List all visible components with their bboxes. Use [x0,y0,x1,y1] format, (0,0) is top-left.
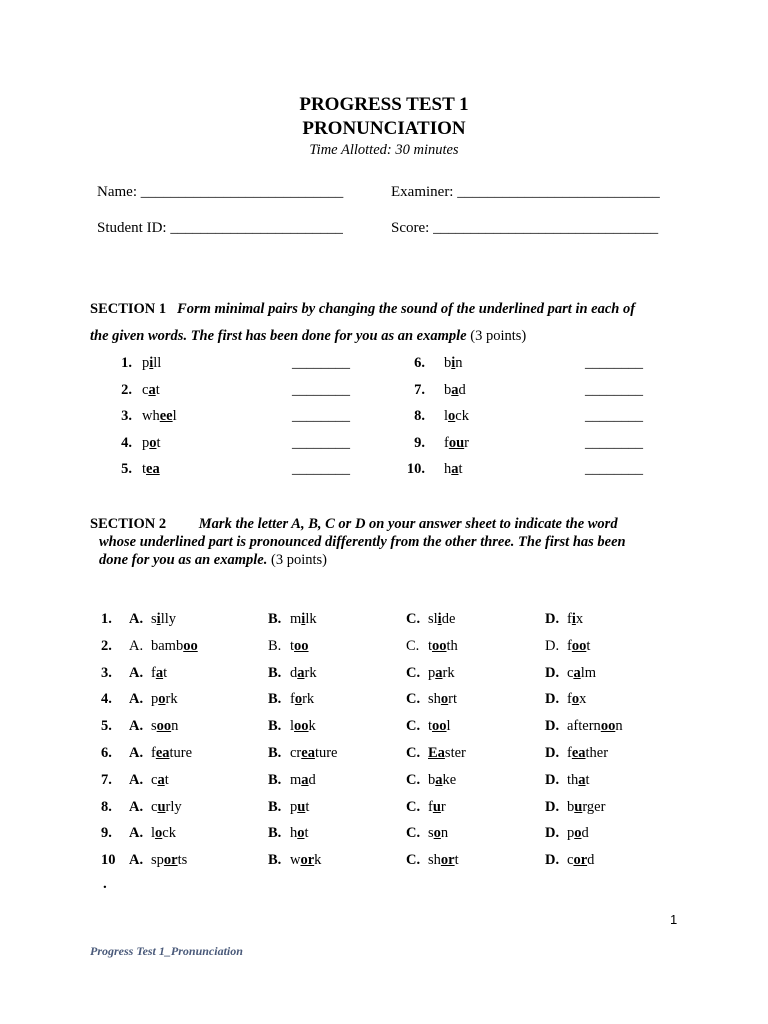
word-text: fat [151,664,168,681]
answer-blank: ________ [585,408,643,424]
underlined-sound: or [300,852,315,869]
option-word [428,852,459,872]
word-text: hat [444,461,463,477]
underlined-sound: or [440,852,455,869]
underlined-sound: o [158,691,166,708]
option-letter: A. [129,718,144,735]
answer-blank: ________ [292,434,350,451]
option-letter: C. [406,718,421,735]
underlined-sound: a [148,381,156,398]
underlined-sound: oo [294,718,309,735]
word-text: too [290,637,309,654]
underlined-sound: o [440,691,449,708]
option-word [151,665,167,685]
underlined-sound: a [157,771,165,788]
option-word [151,799,182,819]
option-word [567,852,594,872]
option-word [151,772,169,792]
name-field: Name: ___________________________ [97,184,344,200]
underlined-sound: i [149,355,154,371]
option-word [290,772,316,792]
section1-label: SECTION 1 [90,301,167,317]
word-text: tea [142,461,160,477]
underlined-sound: a [451,381,459,398]
question-number: 4. [101,691,112,708]
page-number: 1 [670,912,678,927]
option-word [567,745,608,765]
word-text: milk [290,611,317,627]
option-word [567,611,583,631]
underlined-sound: Ea [428,745,445,761]
item-word [142,355,161,372]
word-text: fur [428,798,446,815]
word-text: put [290,798,310,815]
word-text: short [428,852,459,869]
question-number: 9. [101,825,112,842]
item-word [444,461,463,478]
underlined-sound: o [574,825,582,842]
answer-blank: ________ [292,461,350,477]
option-word [567,665,596,685]
option-letter: C. [406,611,421,627]
option-word [567,638,590,658]
underlined-sound: or [573,852,588,869]
item-number: 4. [121,434,132,451]
option-word [567,772,590,792]
item-number: 6. [414,355,425,371]
word-text: pod [567,825,589,842]
underlined-sound: oo [156,718,172,735]
word-text: curly [151,798,182,815]
word-text: Easter [428,745,466,761]
word-text: mad [290,771,316,788]
section1-instruction-line2 [90,328,526,345]
word-text: cord [567,852,595,869]
word-text: creature [290,745,338,761]
option-word [290,691,314,711]
option-letter: C. [406,691,421,708]
word-text: foot [567,637,591,654]
underlined-sound: a [155,664,164,681]
option-letter: D. [545,771,560,788]
footer-text: Progress Test 1_Pronunciation [90,944,243,958]
word-text: soon [151,718,179,735]
option-word [290,852,321,872]
option-word [290,638,309,658]
underlined-sound: a [435,771,443,788]
option-word [428,611,455,631]
option-letter: B. [268,798,282,815]
word-text: pork [151,691,178,708]
option-word [428,799,446,819]
word-text: bake [428,771,457,788]
option-letter: C. [406,798,421,815]
option-letter: A. [129,664,144,681]
item-word [444,435,469,452]
underlined-sound: ea [155,745,170,761]
option-letter: A. [129,798,144,815]
option-word [290,825,309,845]
word-text: look [290,718,316,735]
option-word [428,825,448,845]
word-text: park [428,664,455,681]
word-text: fox [567,691,587,708]
underlined-sound: o [448,408,456,424]
word-text: slide [428,611,456,627]
section2-label: SECTION 2 [90,516,167,532]
option-letter: C. [406,852,421,869]
option-word [428,718,451,738]
option-word [428,638,458,658]
word-text: wheel [142,408,177,424]
underlined-sound: a [573,664,581,681]
underlined-sound: a [578,771,586,788]
answer-blank: ________ [292,408,350,424]
underlined-sound: o [149,434,157,451]
word-text: bamboo [151,637,198,654]
test-subject: PRONUNCIATION [302,118,466,139]
option-letter: A. [129,771,144,788]
question-number: 8. [101,798,112,815]
underlined-sound: a [297,664,305,681]
answer-blank: ________ [292,355,350,371]
underlined-sound: or [163,852,178,869]
option-letter: B. [268,745,282,761]
option-word [567,718,623,738]
word-text: pill [142,355,162,371]
section2-instruction-line1: SECTION 2 Mark the letter A, B, C or D on your answer sheet to indicate the word [90,516,618,532]
option-letter: B. [268,771,282,788]
underlined-sound: ea [146,461,160,477]
underlined-sound: ea [301,745,315,761]
answer-blank: ________ [585,434,643,451]
word-text: tool [428,718,451,735]
option-letter: B. [268,718,282,735]
option-letter: D. [545,718,560,735]
item-word [142,461,160,478]
option-letter: D. [545,691,560,708]
word-text: hot [290,825,309,842]
question-number: 6. [101,745,112,761]
underlined-sound: i [301,611,306,627]
answer-blank: ________ [585,461,643,477]
answer-blank: ________ [292,381,350,398]
option-word [567,799,605,819]
option-letter: C. [406,664,421,681]
underlined-sound: i [451,355,456,371]
item-number: 8. [414,408,425,424]
word-text: cat [151,771,169,788]
option-letter: B. [268,664,282,681]
examiner-field: Examiner: ___________________________ [391,184,660,200]
word-text: sports [151,852,188,869]
underlined-sound: u [297,798,306,815]
section2-instructions [90,515,676,569]
underlined-sound: o [571,691,580,708]
underlined-sound: a [435,664,443,681]
question-number: 1. [101,611,112,627]
option-letter: D. [545,745,560,761]
option-letter: A. [129,825,144,842]
section1-instruction-part2: the given words. The first has been done for you as an example [90,328,467,344]
underlined-sound: u [157,798,166,815]
item-number: 5. [121,461,132,477]
question-number: 10 [101,852,116,869]
underlined-sound: oo [294,637,309,654]
option-letter: B. [268,691,282,708]
option-letter: B. [268,852,282,869]
word-text: pot [142,434,161,451]
underlined-sound: a [301,771,309,788]
item-word [444,408,469,425]
underlined-sound: o [433,825,441,842]
underlined-sound: oo [432,718,447,735]
option-letter: B. [268,825,282,842]
word-text: feature [151,745,193,761]
item-word [444,382,466,399]
word-text: cat [142,381,160,398]
word-text: afternoon [567,718,623,735]
option-letter: D. [545,825,560,842]
section1-points: (3 points) [470,328,527,344]
question-number: 7. [101,771,112,788]
underlined-sound: ou [448,434,465,451]
word-text: lock [444,408,469,424]
option-letter: A. [129,637,144,654]
word-text: dark [290,664,317,681]
question-number: 3. [101,664,112,681]
underlined-sound: ee [159,408,173,424]
option-word [151,852,187,872]
option-letter: A. [129,852,144,869]
underlined-sound: u [432,798,441,815]
option-word [151,745,192,765]
word-text: calm [567,664,596,681]
item-number: 2. [121,381,132,398]
option-word [290,745,338,765]
option-word [290,718,316,738]
item-number: 9. [414,434,425,451]
option-letter: D. [545,852,560,869]
underlined-sound: u [574,798,583,815]
underlined-sound: ea [571,745,586,761]
word-text: bin [444,355,463,371]
word-text: lock [151,825,176,842]
item-word [444,355,463,372]
option-word [151,611,176,631]
word-text: tooth [428,637,458,654]
option-letter: D. [545,637,560,654]
question-number: 5. [101,718,112,735]
section2-instruction-line2: whose underlined part is pronounced differently from the other three. The first has been [99,534,626,550]
option-word [428,772,456,792]
word-text: that [567,771,590,788]
item-word [142,382,160,399]
option-letter: D. [545,798,560,815]
underlined-sound: oo [432,637,447,654]
option-letter: B. [268,637,282,654]
option-word [567,825,589,845]
option-letter: D. [545,611,560,627]
option-letter: C. [406,745,421,761]
word-text: burger [567,798,606,815]
underlined-sound: o [155,825,163,842]
time-allotted: Time Allotted: 30 minutes [309,142,459,158]
word-text: work [290,852,322,869]
word-text: son [428,825,449,842]
option-word [290,611,317,631]
item-word [142,408,177,425]
word-text: bad [444,381,466,398]
item-number: 1. [121,355,132,371]
item-number: 7. [414,381,425,398]
underlined-sound: i [571,611,576,627]
item-number: 3. [121,408,132,424]
item-number: 10. [406,461,425,477]
answer-blank: ________ [585,381,643,398]
option-word [290,799,309,819]
option-word [428,665,455,685]
section2-instruction-line3: done for you as an example. (3 points) [99,552,327,568]
word-text: silly [151,611,176,627]
word-text: feather [567,745,609,761]
underlined-sound: o [294,691,303,708]
student-id-field: Student ID: _______________________ [97,220,343,236]
underlined-sound: oo [600,718,616,735]
option-word [290,665,317,685]
underlined-sound: i [437,611,442,627]
option-word [151,638,198,658]
underlined-sound: oo [183,637,198,654]
option-letter: A. [129,611,144,627]
section1-instruction-line1 [90,301,635,318]
option-word [428,745,466,765]
underlined-sound: a [451,461,459,477]
test-title: PROGRESS TEST 1 [299,94,469,115]
word-text: fork [290,691,315,708]
option-letter: C. [406,771,421,788]
answer-blank: ________ [585,355,643,371]
option-word [567,691,586,711]
question-number: 2. [101,637,112,654]
trailing-dot: . [103,876,107,892]
word-text: four [444,434,470,451]
score-field: Score: ______________________________ [391,220,659,236]
option-word [151,691,178,711]
option-word [151,718,178,738]
option-letter: C. [406,637,420,654]
option-letter: A. [129,745,144,761]
section1-instruction-part1: Form minimal pairs by changing the sound of the underlined part in each of [177,301,636,317]
word-text: short [428,691,458,708]
option-word [151,825,176,845]
underlined-sound: oo [571,637,587,654]
option-word [428,691,457,711]
item-word [142,435,161,452]
underlined-sound: o [297,825,305,842]
option-letter: A. [129,691,144,708]
option-letter: B. [268,611,282,627]
underlined-sound: i [156,611,161,627]
option-letter: D. [545,664,560,681]
option-letter: C. [406,825,421,842]
section2-points: (3 points) [270,552,327,568]
word-text: fix [567,611,584,627]
